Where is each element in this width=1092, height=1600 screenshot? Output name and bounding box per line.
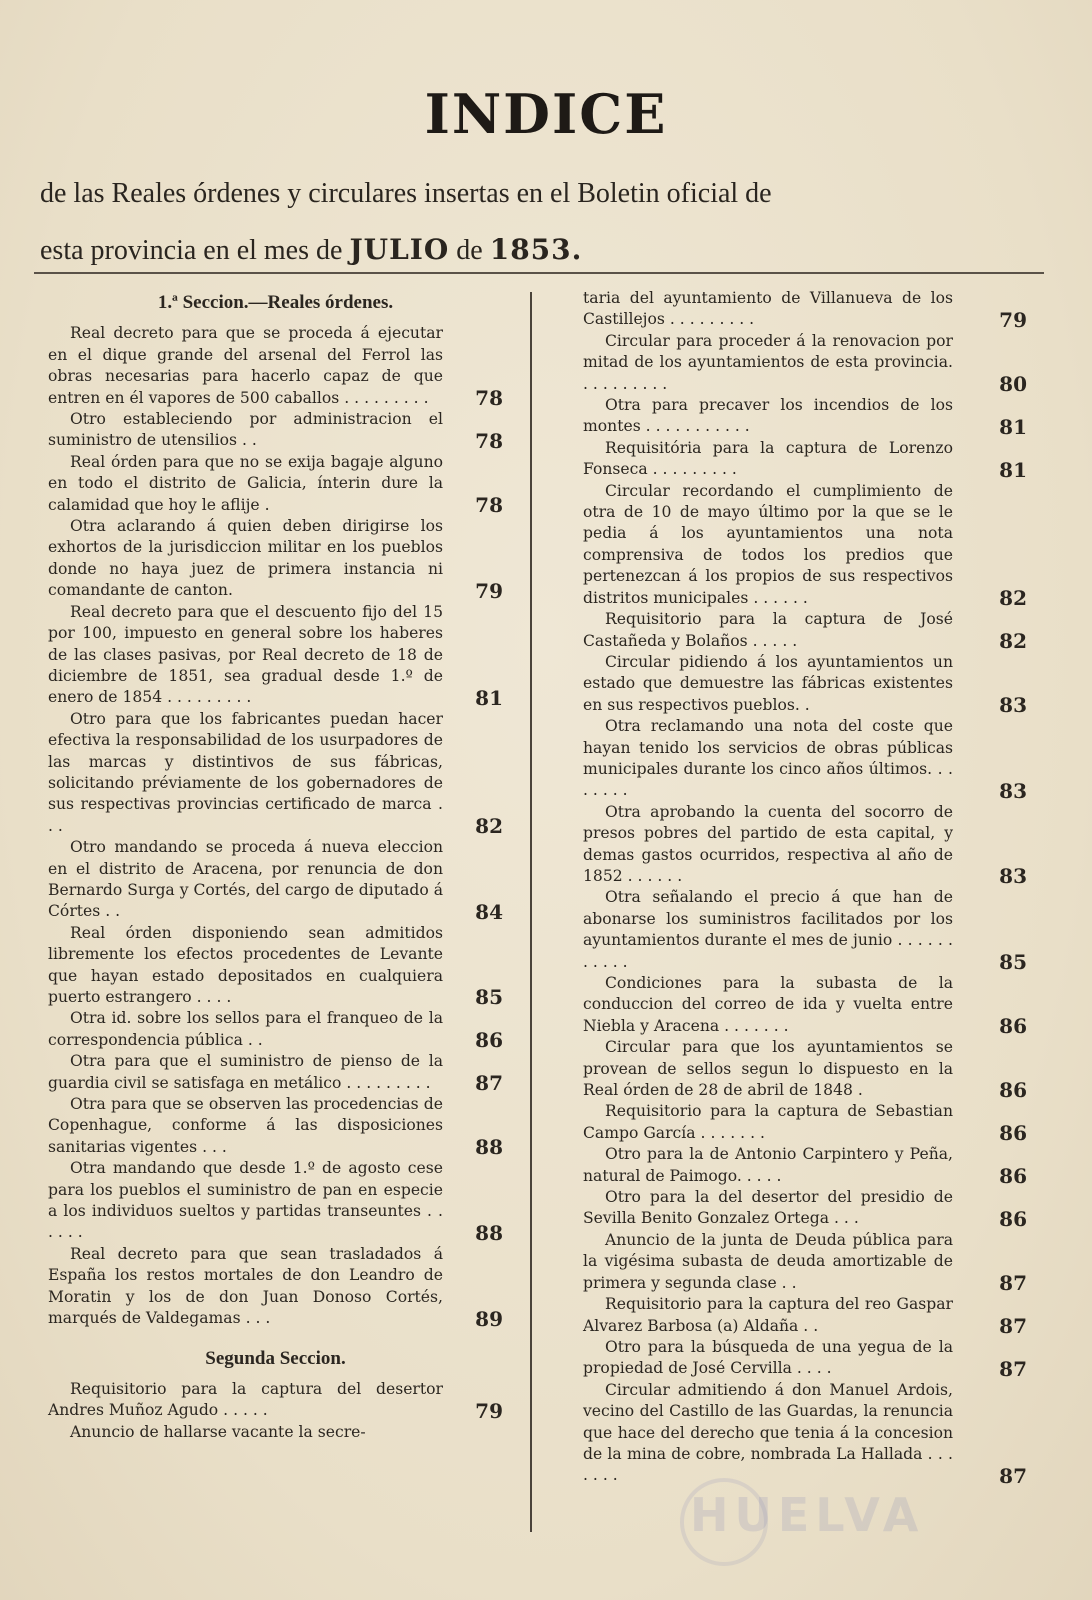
index-entry: [48, 602, 503, 709]
entry-text: Otra para que el suministro de pienso de la guardia civil se satisfaga en metálico . . . . . . . . .: [48, 1052, 443, 1092]
entry-page-number: 86: [999, 1121, 1027, 1146]
subtitle-line-2-text: esta provincia en el mes de: [40, 235, 343, 266]
index-entry: [583, 395, 1027, 439]
entry-text: Real decreto para que se proceda á ejecutar en el dique grande del arsenal del Ferrol las obras necesarias para hacerlo capaz de que entren en él vapores de 500 caballos . . . . . . . . .: [48, 324, 443, 407]
entry-page-number: 78: [475, 493, 503, 518]
entry-text: Otro para la de Antonio Carpintero y Peña, natural de Paimogo. . . . .: [583, 1145, 953, 1185]
entry-page-number: 87: [999, 1313, 1027, 1338]
index-entry: [48, 323, 503, 409]
entry-text: Condiciones para la subasta de la conduccion del correo de ida y vuelta entre Niebla y Aracena . . . . . . .: [583, 974, 953, 1035]
index-entry: [583, 1337, 1027, 1381]
entry-text: Requisitorio para la captura de Sebastian Campo García . . . . . . .: [583, 1102, 953, 1142]
subtitle-line-2: [40, 222, 1045, 279]
left-column: [48, 288, 503, 1443]
entry-page-number: 82: [475, 814, 503, 839]
entry-page-number: 83: [999, 693, 1027, 718]
index-entry: [583, 1294, 1027, 1338]
index-entry: [48, 409, 503, 452]
subtitle-de: de: [456, 235, 483, 266]
index-entry: [48, 1094, 503, 1158]
index-entry: [583, 1144, 1027, 1189]
index-entry: [583, 1187, 1027, 1231]
entry-text: Anuncio de la junta de Deuda pública para la vigésima subasta de deuda amortizable de primera y segunda clase . .: [583, 1230, 953, 1292]
entry-text: Otra para precaver los incendios de los montes . . . . . . . . . . .: [583, 396, 953, 436]
index-entry: [583, 288, 1027, 332]
subtitle-month: JULIO: [349, 233, 450, 266]
index-entry: [583, 1101, 1027, 1146]
entry-page-number: 82: [999, 586, 1027, 611]
entry-text: Otra reclamando una nota del coste que hayan tenido los servicios de obras públicas municipales durante los cinco años últimos. . . . . . . .: [583, 717, 953, 800]
index-entry: [583, 973, 1027, 1039]
index-entry: [583, 609, 1027, 653]
entry-text: Requisitorio para la captura del reo Gaspar Alvarez Barbosa (a) Aldaña . .: [583, 1295, 953, 1335]
entry-page-number: 87: [999, 1356, 1027, 1381]
index-entry: [583, 331, 1027, 397]
column-divider: [530, 292, 532, 1532]
index-entry: [48, 1051, 503, 1094]
subtitle-line-1: de las Reales órdenes y circulares insertas en el Boletin oficial de: [40, 178, 772, 209]
entry-text: Circular recordando el cumplimiento de otra de 10 de mayo último por la que se le pedia á los ayuntamientos una nota comprensiva de todos los predios que pertenezcan á los propios de sus respectivos distritos municipales . . . . . .: [583, 481, 953, 607]
entry-page-number: 79: [475, 578, 503, 603]
entry-text: Circular para proceder á la renovacion por mitad de los ayuntamientos de esta provincia. . . . . . . . . .: [583, 331, 953, 393]
entry-page-number: 81: [999, 414, 1027, 439]
entry-text: Anuncio de hallarse vacante la secre-: [70, 1422, 366, 1441]
entry-text: Otra mandando que desde 1.º de agosto cese para los pueblos el suministro de pan en especie a los individuos sueltos y partidas transeuntes . . . . . .: [48, 1159, 443, 1242]
index-entry: [48, 837, 503, 923]
entry-page-number: 86: [999, 1014, 1027, 1039]
index-entry: [583, 887, 1027, 974]
entry-text: Real decreto para que el descuento fijo del 15 por 100, impuesto en general sobre los haberes de las clases pasivas, por Real decreto de 18 de diciembre de 1851, sea gradual desde 1.º de enero de 1854 . . . . . . . . .: [48, 602, 443, 707]
index-entry: [583, 802, 1027, 889]
entry-page-number: 84: [475, 899, 503, 924]
entry-page-number: 86: [999, 1164, 1027, 1189]
entry-text: Otra id. sobre los sellos para el franqueo de la correspondencia pública . .: [48, 1009, 443, 1049]
entry-page-number: 81: [475, 685, 503, 710]
index-entry: [583, 481, 1027, 611]
entry-page-number: 86: [999, 1078, 1027, 1103]
right-column: [583, 288, 1027, 1488]
index-subtitle: [40, 166, 1045, 279]
index-entry: [48, 1158, 503, 1244]
index-entry: [48, 1244, 503, 1330]
entry-page-number: 89: [475, 1306, 503, 1331]
entry-page-number: 82: [999, 628, 1027, 653]
index-entry: [583, 652, 1027, 718]
watermark-text: HUELVA: [690, 1488, 925, 1542]
index-entry: [583, 1037, 1027, 1103]
index-entry: [583, 1230, 1027, 1296]
entry-text: Otro para que los fabricantes puedan hacer efectiva la responsabilidad de los usurpadores de las marcas y distintivos de sus fábricas, solicitando préviamente de los gobernadores de sus respectivas provincias certificado de marca . . .: [48, 709, 443, 835]
entry-text: Otro mandando se proceda á nueva eleccion en el distrito de Aracena, por renuncia de don Bernardo Surga y Cortés, del cargo de diputado á Córtes . .: [48, 838, 443, 921]
index-entry: [583, 1380, 1027, 1488]
entry-page-number: 81: [999, 457, 1027, 482]
entry-text: Otro estableciendo por administracion el suministro de utensilios . .: [48, 410, 443, 450]
entry-page-number: 85: [999, 950, 1027, 974]
index-entry: [48, 452, 503, 516]
entry-page-number: 87: [999, 1271, 1027, 1296]
index-entry: [583, 716, 1027, 803]
index-entry: [48, 709, 503, 837]
entry-page-number: 88: [475, 1220, 503, 1245]
index-entry: [48, 923, 503, 1009]
entry-page-number: 79: [999, 307, 1027, 332]
entry-page-number: 83: [999, 778, 1027, 803]
entry-text: Otra aclarando á quien deben dirigirse los exhortos de la jurisdiccion militar en los pueblos donde no haya juez de primera instancia ni comandante de canton.: [48, 517, 443, 600]
entry-page-number: 78: [475, 386, 503, 411]
section-2-heading: Segunda Seccion.: [205, 1347, 346, 1369]
index-entry: [48, 516, 503, 602]
index-title: INDICE: [424, 82, 668, 146]
entry-text: Real decreto para que sean trasladados á España los restos mortales de don Leandro de Moratin y los de don Juan Donoso Cortés, marqués de Valdegamas . . .: [48, 1244, 443, 1328]
entry-text: Otra señalando el precio á que han de abonarse los suministros facilitados por los ayuntamientos durante el mes de junio . . . . . . . . . . .: [583, 888, 953, 971]
right-column-entries: [583, 288, 1027, 1488]
section-1-heading: 1.ª Seccion.—Reales órdenes.: [157, 292, 394, 313]
entry-text: Otro para la del desertor del presidio de Sevilla Benito Gonzalez Ortega . . .: [583, 1188, 953, 1228]
entry-text: Requisitorio para la captura de José Castañeda y Bolaños . . . . .: [583, 610, 953, 650]
entry-text: Otra aprobando la cuenta del socorro de presos pobres del partido de esta capital, y demas gastos ocurridos, respectiva al año de 1852 . . . . . .: [583, 802, 953, 885]
entry-text: Circular admitiendo á don Manuel Ardois, vecino del Castillo de las Guardas, la renuncia que hace del derecho que tenia á la concesion de la mina de cobre, nombrada La Hallada . . . . . . .: [583, 1380, 953, 1485]
entry-page-number: 86: [999, 1206, 1027, 1231]
entry-page-number: 87: [475, 1071, 503, 1096]
entry-page-number: 87: [999, 1463, 1027, 1488]
entry-page-number: 83: [999, 864, 1027, 889]
entry-text: Requisitória para la captura de Lorenzo Fonseca . . . . . . . . .: [583, 438, 953, 479]
entry-page-number: 78: [475, 428, 503, 453]
entry-text: Otro para la búsqueda de una yegua de la propiedad de José Cervilla . . . .: [583, 1337, 953, 1378]
index-entry: [583, 438, 1027, 482]
header-rule: [34, 272, 1044, 274]
subtitle-year: 1853.: [489, 233, 583, 266]
entry-text: Circular pidiendo á los ayuntamientos un estado que demuestre las fábricas existentes en sus respectivos pueblos. .: [583, 652, 953, 714]
entry-page-number: 86: [475, 1028, 503, 1053]
entry-text: Real órden para que no se exija bagaje alguno en todo el distrito de Galicia, ínterin dure la calamidad que hoy le aflije .: [48, 452, 443, 514]
section-2-entries: [48, 1379, 503, 1443]
entry-text: Real órden disponiendo sean admitidos libremente los efectos procedentes de Levante que hayan estado depositados en cualquiera puerto estrangero . . . .: [48, 923, 443, 1006]
entry-text: Otra para que se observen las procedencias de Copenhague, conforme á las disposiciones sanitarias vigentes . . .: [48, 1095, 443, 1156]
entry-page-number: 88: [475, 1135, 503, 1160]
entry-page-number: 80: [999, 372, 1027, 397]
index-entry: [48, 1379, 503, 1422]
entry-text: taria del ayuntamiento de Villanueva de los Castillejos . . . . . . . . .: [583, 289, 953, 329]
index-entry: [48, 1422, 503, 1443]
section-1-entries: [48, 323, 503, 1329]
entry-page-number: 79: [475, 1398, 503, 1423]
entry-text: Circular para que los ayuntamientos se provean de sellos segun lo dispuesto en la Real órden de 28 de abril de 1848 .: [583, 1038, 953, 1100]
entry-text: Requisitorio para la captura del desertor Andres Muñoz Agudo . . . . .: [48, 1379, 443, 1420]
index-entry: [48, 1008, 503, 1051]
entry-page-number: 85: [475, 985, 503, 1010]
